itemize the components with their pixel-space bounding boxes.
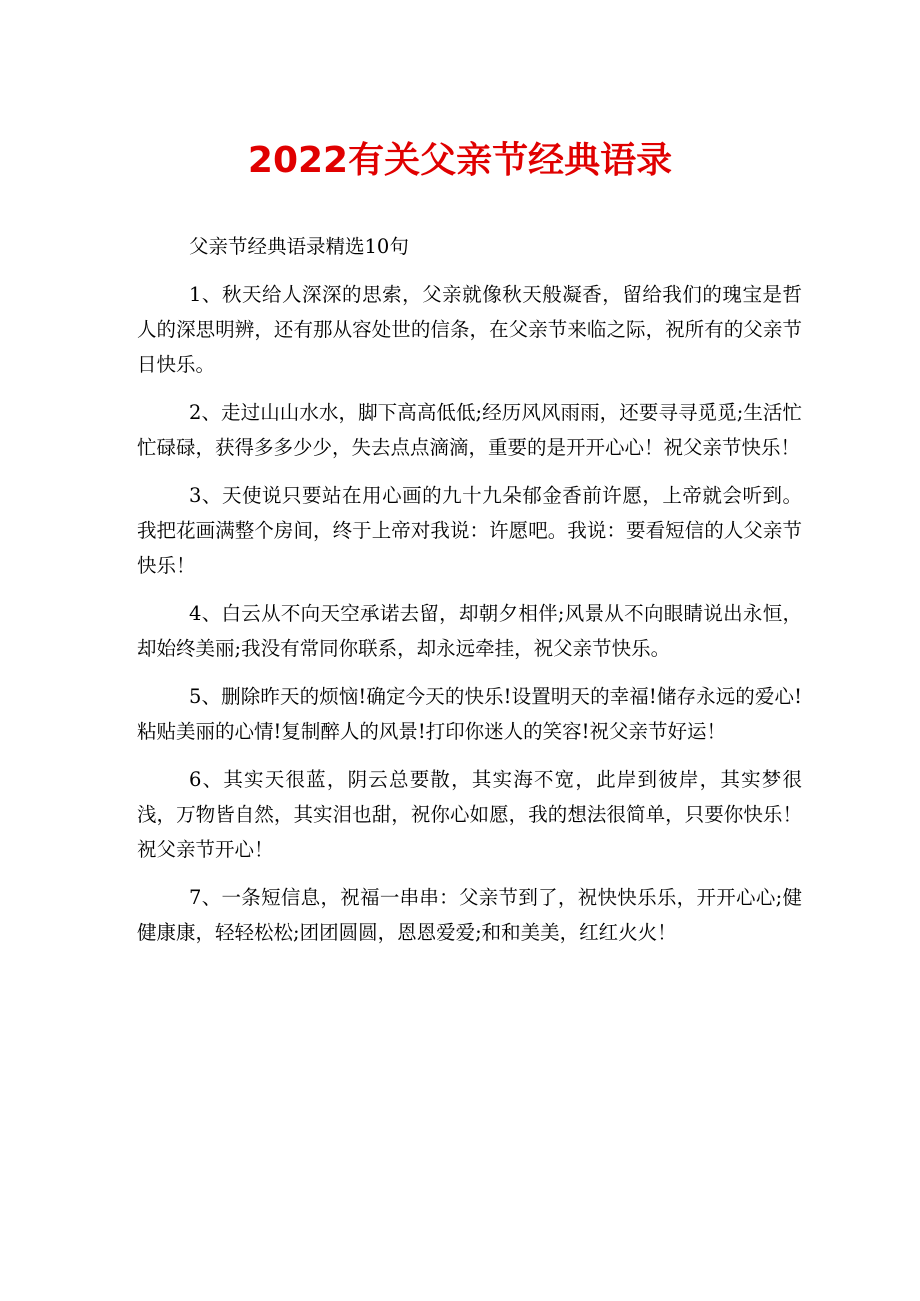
quote-paragraph-1: 1、秋天给人深深的思索，父亲就像秋天般凝香，留给我们的瑰宝是哲人的深思明辨，还有那从容处世的信条，在父亲节来临之际，祝所有的父亲节日快乐。: [137, 283, 802, 376]
quote-paragraph-6: 6、其实天很蓝，阴云总要散，其实海不宽，此岸到彼岸，其实梦很浅，万物皆自然，其实泪也甜，祝你心如愿，我的想法很简单，只要你快乐！祝父亲节开心！: [137, 768, 802, 861]
document-title: 2022有关父亲节经典语录: [247, 140, 673, 181]
document-body: [137, 229, 802, 963]
quote-paragraph-2: 2、走过山山水水，脚下高高低低;经历风风雨雨，还要寻寻觅觅;生活忙忙碌碌，获得多多少少，失去点点滴滴，重要的是开开心心！祝父亲节快乐！: [137, 401, 802, 459]
section-subtitle: 父亲节经典语录精选10句: [189, 235, 409, 258]
quote-paragraph-5: 5、删除昨天的烦恼!确定今天的快乐!设置明天的幸福!储存永远的爱心!粘贴美丽的心情!复制醉人的风景!打印你迷人的笑容!祝父亲节好运！: [137, 685, 802, 743]
quote-paragraph-7: 7、一条短信息，祝福一串串：父亲节到了，祝快快乐乐，开开心心;健健康康，轻轻松松;团团圆圆，恩恩爱爱;和和美美，红红火火！: [137, 886, 802, 944]
quote-paragraph-4: 4、白云从不向天空承诺去留，却朝夕相伴;风景从不向眼睛说出永恒，却始终美丽;我没有常同你联系，却永远牵挂，祝父亲节快乐。: [137, 602, 802, 660]
quote-paragraph-3: 3、天使说只要站在用心画的九十九朵郁金香前许愿，上帝就会听到。我把花画满整个房间，终于上帝对我说：许愿吧。我说：要看短信的人父亲节快乐！: [137, 484, 802, 577]
